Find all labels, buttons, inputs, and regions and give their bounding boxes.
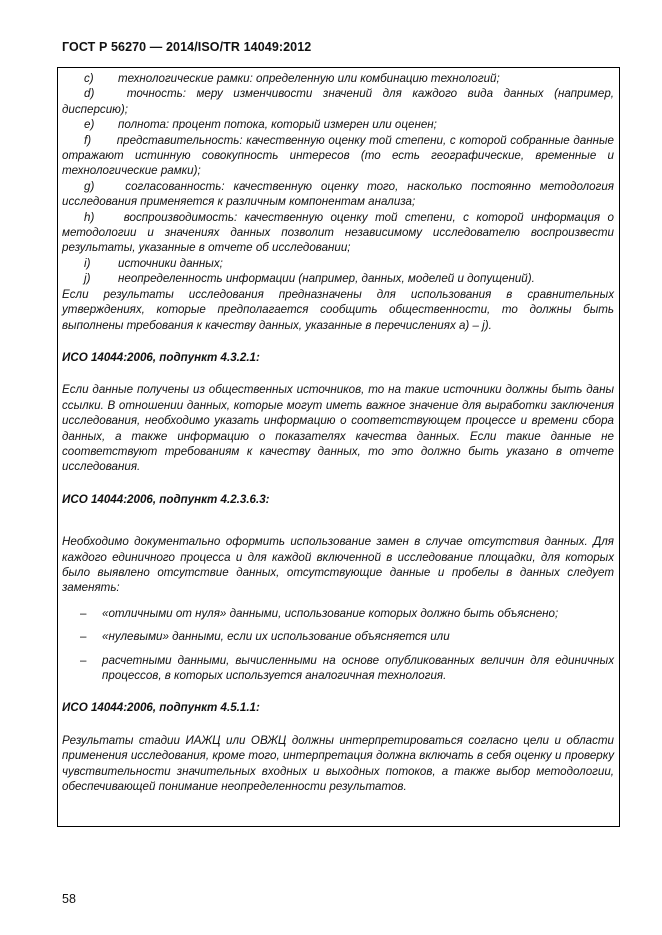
list-item — [62, 256, 614, 271]
dash-text: «отличными от нуля» данными, использование которых должно быть объяснено; — [102, 606, 559, 620]
list-item — [62, 271, 614, 286]
list-marker: d) — [84, 87, 95, 101]
dash-text: «нулевыми» данными, если их использование объясняется или — [102, 630, 450, 644]
paragraph-public-sources: Если данные получены из общественных источников, то на такие источники должны быть даны ссылки. В отношении данных, которые могут иметь важное значение для выработки заключения исследования, необходимо указать информацию о соответствующем процессе и времени сбора данных, а также информацию о показателях качества данных. Если такие данные не соответствуют требованиям к качеству данных, то это должно быть указано в отчете исследования. — [62, 383, 614, 474]
list-item — [62, 117, 614, 132]
list-text: технологические рамки: определенную или комбинацию технологий; — [118, 72, 500, 85]
dash-list-item — [62, 629, 614, 644]
list-item — [62, 71, 614, 86]
paragraph-interpretation: Результаты стадии ИАЖЦ или ОВЖЦ должны интерпретироваться согласно цели и области применения исследования, кроме того, интерпретация должна включать в себя оценку и проверку чувствительности значительных входных и выходных потоков, а также выбор методологии, обеспечивающей понимание неопределенности результатов. — [62, 733, 614, 794]
list-item — [62, 86, 614, 117]
list-text: источники данных; — [118, 256, 223, 270]
section-heading: ИСО 14044:2006, подпункт 4.3.2.1: — [62, 350, 260, 364]
dash-marker: – — [80, 653, 87, 667]
paragraph-data-substitution: Необходимо документально оформить использование замен в случае отсутствия данных. Для каждого единичного процесса и для каждой включенной в исследование площадки, для которых было выявлено отсутствие данных, отсутствующие данные и пробелы в данных следует заменять: — [62, 535, 614, 595]
paragraph-comparative-assertions: Если результаты исследования предназначены для использования в сравнительных утверждениях, которые предполагается сообщить общественности, то должны быть выполнены требования к качеству данных, указанные в перечислениях a) – j). — [62, 287, 614, 332]
section-heading: ИСО 14044:2006, подпункт 4.5.1.1: — [62, 701, 260, 715]
dash-text: расчетными данными, вычисленными на основе опубликованных величин для единичных процессов, в которых используется аналогичная технология. — [102, 653, 614, 682]
list-item — [62, 210, 614, 256]
dash-marker: – — [80, 630, 87, 644]
list-text: полнота: процент потока, который измерен или оценен; — [118, 118, 437, 132]
list-text: воспроизводимость: качественную оценку той степени, с которой информация о методологии и значениях данных позволит независимому исследователю воспроизвести результаты, указанные в отчете об исследовании; — [62, 210, 614, 255]
dash-list-item — [62, 653, 614, 684]
list-text: точность: меру изменчивости значений для каждого вида данных (например, дисперсию); — [62, 87, 614, 116]
list-marker: h) — [84, 210, 95, 224]
list-item — [62, 133, 614, 179]
list-text: неопределенность информации (например, данных, моделей и допущений). — [118, 272, 535, 286]
list-marker: i) — [84, 256, 91, 270]
list-marker: c) — [84, 72, 94, 85]
list-text: согласованность: качественную оценку того, насколько постоянно методология исследования применяется к различным компонентам анализа; — [62, 179, 614, 209]
dash-list-item — [62, 606, 614, 621]
section-heading: ИСО 14044:2006, подпункт 4.2.3.6.3: — [62, 492, 270, 506]
page-number: 58 — [62, 892, 76, 906]
dash-list — [62, 606, 614, 684]
list-marker: f) — [84, 133, 92, 147]
dash-marker: – — [80, 606, 87, 620]
list-marker: j) — [84, 272, 91, 286]
list-item — [62, 179, 614, 210]
quote-content — [62, 71, 614, 794]
list-text: представительность: качественную оценку той степени, с которой собранные данные отражают истинную совокупность интересов (то есть географические, временные и технологические рамки); — [62, 133, 614, 178]
document-header: ГОСТ Р 56270 — 2014/ISO/TR 14049:2012 — [62, 40, 312, 54]
list-marker: e) — [84, 118, 95, 132]
list-marker: g) — [84, 179, 95, 193]
